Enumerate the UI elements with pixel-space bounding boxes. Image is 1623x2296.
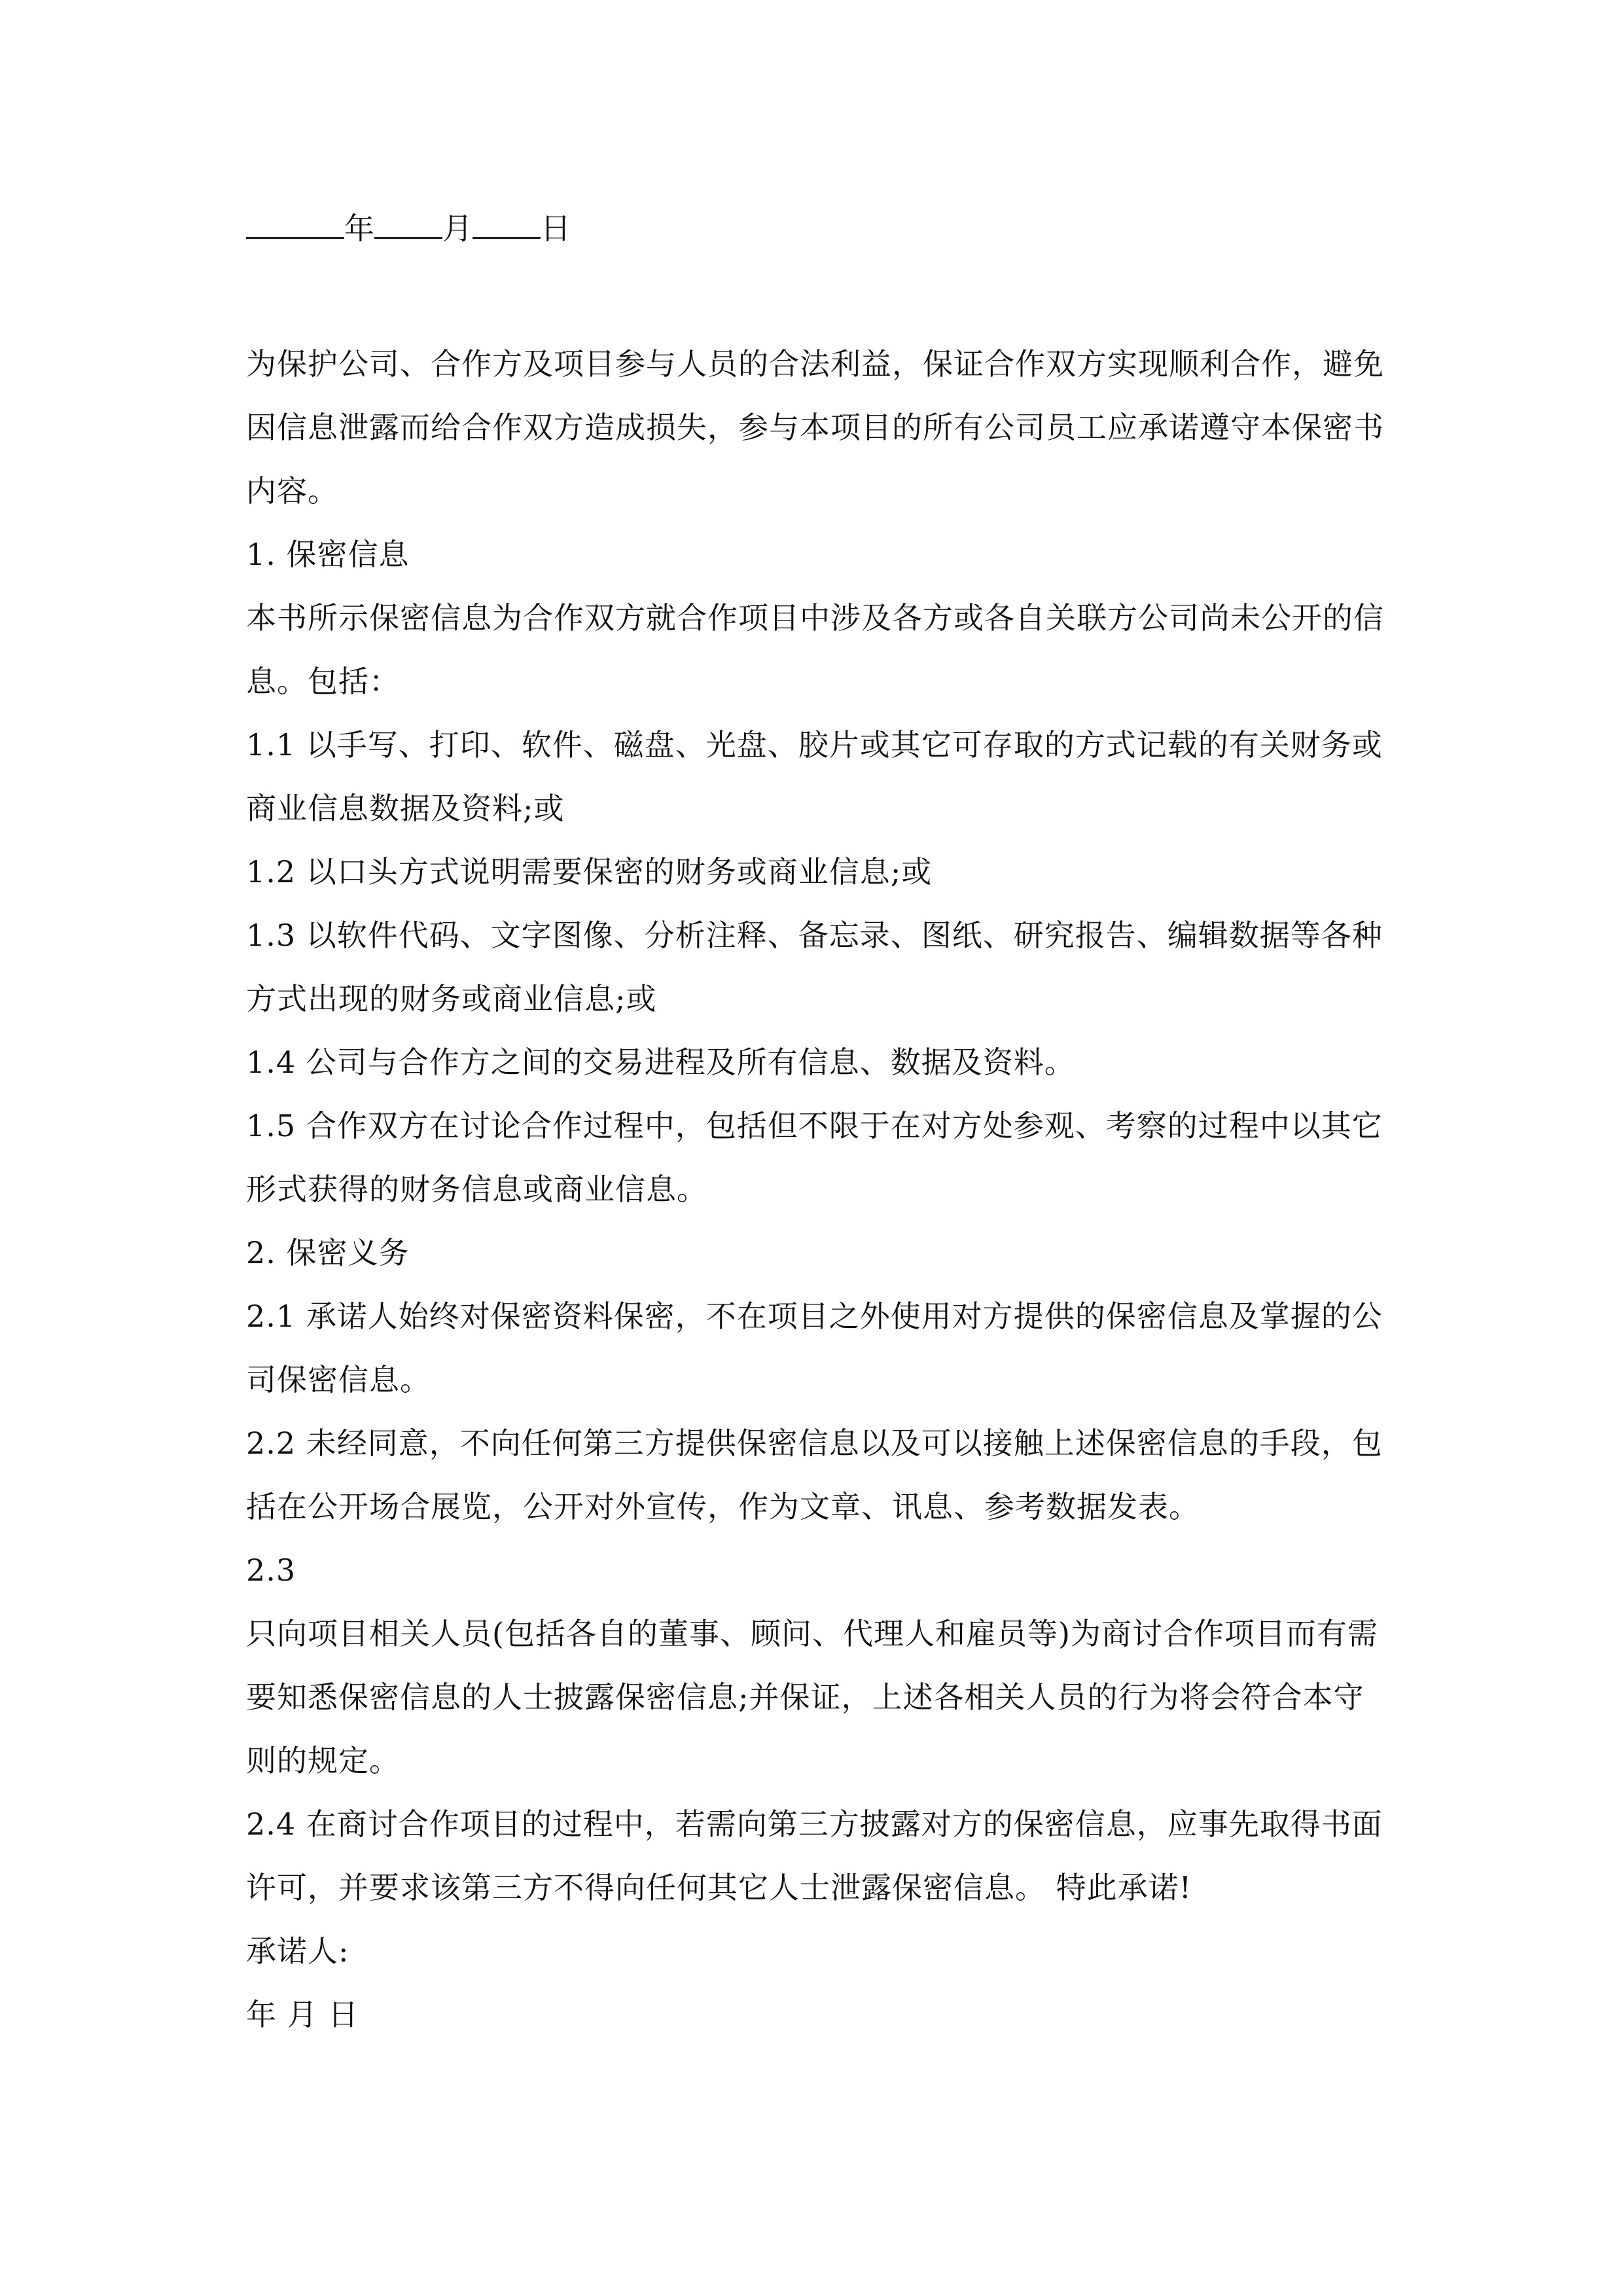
section-heading-confidential-duty: 2. 保密义务 xyxy=(246,1235,410,1270)
year-label: 年 xyxy=(344,211,374,246)
promisor-label: 承诺人: xyxy=(246,1933,349,1969)
clause-2-3: 只向项目相关人员(包括各自的董事、顾问、代理人和雇员等)为商讨合作项目而有需要知悉保密信息的人士披露保密信息;并保证，上述各相关人员的行为将会符合本守则的规定。 xyxy=(246,1616,1378,1778)
date-line xyxy=(246,208,571,248)
month-label: 月 xyxy=(442,211,473,246)
clause-2-2: 2.2 未经同意，不向任何第三方提供保密信息以及可以接触上述保密信息的手段，包括在公开场合展览，公开对外宣传，作为文章、讯息、参考数据发表。 xyxy=(246,1426,1383,1524)
day-blank xyxy=(473,208,541,239)
confidential-info-definition: 本书所示保密信息为合作双方就合作项目中涉及各方或各自关联方公司尚未公开的信息。包括： xyxy=(246,600,1384,699)
month-blank xyxy=(374,208,442,239)
clause-1-5: 1.5 合作双方在讨论合作过程中，包括但不限于在对方处参观、考察的过程中以其它形式获得的财务信息或商业信息。 xyxy=(246,1108,1383,1207)
signature-date: 年 月 日 xyxy=(246,1997,359,2032)
clause-2-1: 2.1 承诺人始终对保密资料保密，不在项目之外使用对方提供的保密信息及掌握的公司保密信息。 xyxy=(246,1299,1383,1397)
clause-1-4: 1.4 公司与合作方之间的交易进程及所有信息、数据及资料。 xyxy=(246,1045,1075,1080)
year-blank xyxy=(246,208,344,239)
clause-1-1: 1.1 以手写、打印、软件、磁盘、光盘、胶片或其它可存取的方式记载的有关财务或商业信息数据及资料;或 xyxy=(246,727,1383,826)
clause-2-3-number: 2.3 xyxy=(246,1552,296,1588)
clause-1-3: 1.3 以软件代码、文字图像、分析注释、备忘录、图纸、研究报告、编辑数据等各种方式出现的财务或商业信息;或 xyxy=(246,918,1383,1016)
section-heading-confidential-info: 1. 保密信息 xyxy=(246,537,410,572)
clause-2-4: 2.4 在商讨合作项目的过程中，若需向第三方披露对方的保密信息，应事先取得书面许可，并要求该第三方不得向任何其它人士泄露保密信息。 特此承诺! xyxy=(246,1806,1383,1905)
intro-paragraph: 为保护公司、合作方及项目参与人员的合法利益，保证合作双方实现顺利合作，避免因信息泄露而给合作双方造成损失，参与本项目的所有公司员工应承诺遵守本保密书内容。 xyxy=(246,346,1384,509)
day-label: 日 xyxy=(541,211,571,246)
document-body xyxy=(246,332,1385,2047)
clause-1-2: 1.2 以口头方式说明需要保密的财务或商业信息;或 xyxy=(246,854,933,889)
